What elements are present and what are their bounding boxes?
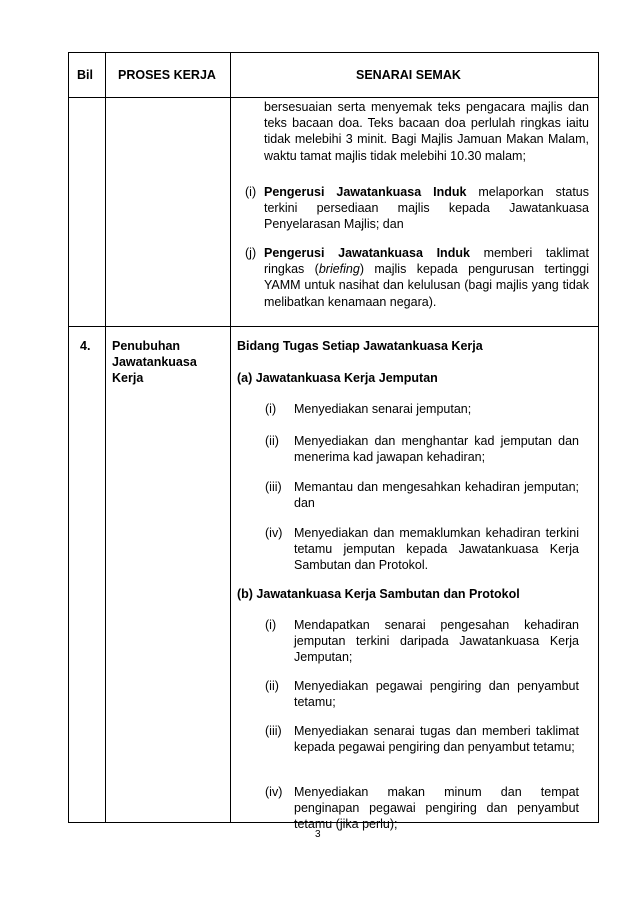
section-a-item-2-text: Menyediakan dan menghantar kad jemputan dan menerima kad jawapan kehadiran; (294, 434, 579, 465)
section-a-item-1-text: Menyediakan senarai jemputan; (294, 402, 472, 416)
section-a-item-1-label: (i) (265, 402, 277, 416)
section-a-item-3-text: Memantau dan mengesahkan kehadiran jemputan; dan (294, 480, 579, 511)
section-b-item-4-text: Menyediakan makan minum dan tempat penginapan pegawai pengiring dan penyambut tetamu (jika perlu); (294, 785, 579, 832)
header-proses-kerja: PROSES KERJA (118, 68, 216, 82)
page-number: 3 (315, 829, 321, 840)
continuation-paragraph: bersesuaian serta menyemak teks pengacara majlis dan teks bacaan doa. Teks bacaan doa perlulah ringkas iaitu tidak melebihi 3 minit. Bagi Majlis Jamuan Makan Malam, waktu tamat majlis tidak melebihi 10.30 malam; (264, 100, 589, 163)
section-b-title: (b) Jawatankuasa Kerja Sambutan dan Protokol (237, 587, 520, 601)
section-a-item-4-text: Menyediakan dan memaklumkan kehadiran terkini tetamu jemputan kepada Jawatankuasa Kerja Sambutan dan Protokol. (294, 526, 579, 573)
section-b-item-2-text: Menyediakan pegawai pengiring dan penyambut tetamu; (294, 679, 579, 710)
table-border-top (68, 52, 599, 53)
section-a-item-3-label: (iii) (265, 480, 282, 494)
row4-proses-line1: Penubuhan (112, 339, 181, 353)
item-j-text (264, 245, 589, 310)
section-b-item-1-label: (i) (265, 618, 277, 632)
header-senarai-semak: SENARAI SEMAK (356, 68, 461, 82)
item-i-bold: Pengerusi Jawatankuasa Induk (264, 185, 467, 199)
item-i-text (264, 184, 589, 233)
row4-bil: 4. (80, 339, 91, 353)
section-a-title: (a) Jawatankuasa Kerja Jemputan (237, 371, 438, 385)
section-b-item-4-label: (iv) (265, 785, 283, 799)
row4-proses-line3: Kerja (112, 371, 144, 385)
row-separator (68, 326, 599, 327)
item-i-label: (i) (245, 185, 257, 199)
row4-title: Bidang Tugas Setiap Jawatankuasa Kerja (237, 339, 483, 353)
header-bottom-border (68, 97, 599, 98)
column-divider-1 (105, 52, 106, 823)
section-b-item-2-label: (ii) (265, 679, 279, 693)
item-j-italic: briefing (318, 262, 360, 277)
section-b-item-1-text: Mendapatkan senarai pengesahan kehadiran jemputan terkini daripada Jawatankuasa Kerja Jemputan; (294, 618, 579, 665)
table-border-right (598, 52, 599, 823)
item-j-rest-a: memberi taklimat ringkas ( (264, 246, 589, 277)
section-a-item-4-label: (iv) (265, 526, 283, 540)
header-bil: Bil (77, 68, 93, 82)
row4-proses-line2: Jawatankuasa (112, 355, 197, 369)
section-b-item-3-text: Menyediakan senarai tugas dan memberi taklimat kepada pegawai pengiring dan penyambut tetamu; (294, 724, 579, 755)
item-j-bold: Pengerusi Jawatankuasa Induk (264, 246, 470, 260)
table-border-left (68, 52, 69, 823)
item-j-rest-b: ) majlis kepada pengurusan tertinggi YAMM untuk nasihat dan kelulusan (bagi majlis yang tidak melibatkan kenamaan negara). (264, 262, 589, 309)
section-a-item-2-label: (ii) (265, 434, 279, 448)
item-i-rest: melaporkan status terkini persediaan majlis kepada Jawatankuasa Penyelarasan Majlis; dan (264, 185, 589, 232)
section-b-item-3-label: (iii) (265, 724, 282, 738)
column-divider-2 (230, 52, 231, 823)
item-j-label: (j) (245, 246, 257, 260)
